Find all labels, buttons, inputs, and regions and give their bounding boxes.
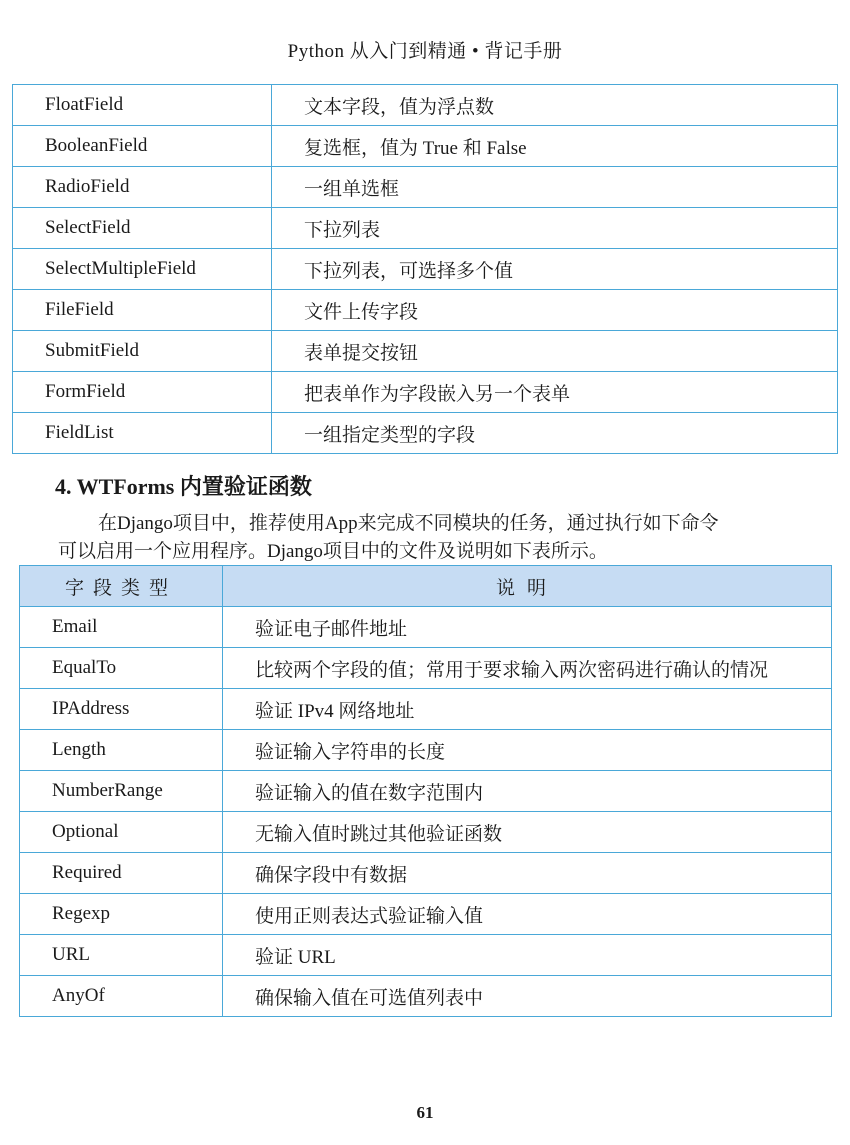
table-row: [13, 290, 838, 331]
validator-name: Optional: [20, 812, 223, 853]
validator-name: NumberRange: [20, 771, 223, 812]
table-row: [20, 730, 832, 771]
field-description: 复选框，值为 True 和 False: [272, 126, 838, 167]
paragraph-line: 在Django项目中，推荐使用App来完成不同模块的任务，通过执行如下命令: [98, 513, 719, 534]
validator-name: Length: [20, 730, 223, 771]
validator-name: Regexp: [20, 894, 223, 935]
validator-name: EqualTo: [20, 648, 223, 689]
validator-name: Email: [20, 607, 223, 648]
field-name: FormField: [13, 372, 272, 413]
table-row: [13, 413, 838, 454]
validator-description: 验证输入的值在数字范围内: [223, 771, 832, 812]
table-row: [20, 894, 832, 935]
paragraph-line: 可以启用一个应用程序。Django项目中的文件及说明如下表所示。: [58, 541, 608, 562]
validator-description: 使用正则表达式验证输入值: [223, 894, 832, 935]
field-description: 文本字段，值为浮点数: [272, 85, 838, 126]
field-description: 下拉列表: [272, 208, 838, 249]
table-row: [20, 689, 832, 730]
table-row: [20, 853, 832, 894]
field-description: 表单提交按钮: [272, 331, 838, 372]
validator-description: 验证电子邮件地址: [223, 607, 832, 648]
validator-name: AnyOf: [20, 976, 223, 1017]
table-row: [13, 372, 838, 413]
field-description: 文件上传字段: [272, 290, 838, 331]
field-name: BooleanField: [13, 126, 272, 167]
field-description: 下拉列表，可选择多个值: [272, 249, 838, 290]
table-row: [13, 249, 838, 290]
validator-description: 无输入值时跳过其他验证函数: [223, 812, 832, 853]
page-number: 61: [416, 1103, 434, 1122]
field-name: SelectField: [13, 208, 272, 249]
validator-description: 确保字段中有数据: [223, 853, 832, 894]
validator-table: [19, 565, 832, 1017]
field-description: 一组单选框: [272, 167, 838, 208]
running-title: Python 从入门到精通 • 背记手册: [287, 41, 563, 62]
table-row: [13, 85, 838, 126]
field-description: 一组指定类型的字段: [272, 413, 838, 454]
field-name: SelectMultipleField: [13, 249, 272, 290]
column-header-description: 说明: [223, 566, 832, 607]
table-row: [20, 976, 832, 1017]
validator-name: IPAddress: [20, 689, 223, 730]
field-name: FloatField: [13, 85, 272, 126]
table-row: [13, 126, 838, 167]
table-row: [20, 935, 832, 976]
validator-description: 比较两个字段的值；常用于要求输入两次密码进行确认的情况: [223, 648, 832, 689]
validator-description: 确保输入值在可选值列表中: [223, 976, 832, 1017]
validator-description: 验证 IPv4 网络地址: [223, 689, 832, 730]
column-header-type: 字段类型: [20, 566, 223, 607]
table-row: [13, 167, 838, 208]
form-field-table: [12, 84, 838, 454]
body-paragraph: [58, 510, 838, 566]
validator-description: 验证 URL: [223, 935, 832, 976]
validator-description: 验证输入字符串的长度: [223, 730, 832, 771]
table-row: [13, 208, 838, 249]
field-description: 把表单作为字段嵌入另一个表单: [272, 372, 838, 413]
field-name: FileField: [13, 290, 272, 331]
section-heading: 4. WTForms 内置验证函数: [55, 474, 312, 499]
validator-name: Required: [20, 853, 223, 894]
table-row: [20, 812, 832, 853]
table-row: [20, 648, 832, 689]
table-row: [20, 607, 832, 648]
validator-name: URL: [20, 935, 223, 976]
table-header-row: [20, 566, 832, 607]
table-row: [20, 771, 832, 812]
table-row: [13, 331, 838, 372]
field-name: FieldList: [13, 413, 272, 454]
field-name: SubmitField: [13, 331, 272, 372]
field-name: RadioField: [13, 167, 272, 208]
